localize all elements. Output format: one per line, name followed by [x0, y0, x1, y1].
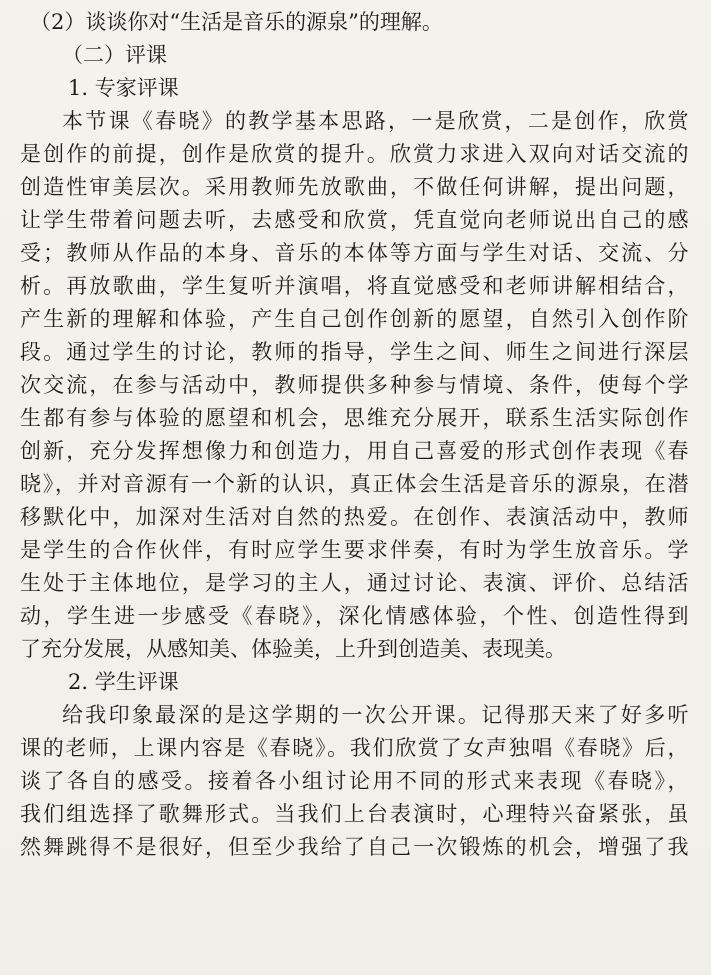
paragraph-student-review — [16, 699, 689, 864]
text-line: 我们组选择了歌舞形式。当我们上台表演时，心理特兴奋紧张，虽 — [20, 802, 689, 826]
text-line: 本节课《春晓》的教学基本思路，一是欣赏，二是创作，欣赏 — [62, 109, 689, 133]
text-line: 移默化中，加深对生活对自然的热爱。在创作、表演活动中，教师 — [20, 505, 689, 529]
text-line: 然舞跳得不是很好，但至少我给了自己一次锻炼的机会，增强了我 — [20, 835, 689, 859]
text-line: 创造性审美层次。采用教师先放歌曲，不做任何讲解，提出问题， — [20, 175, 689, 199]
subsection-title-expert-review: 1. 专家评课 — [68, 76, 179, 100]
text-line: 谈了各自的感受。接着各小组讨论用不同的形式来表现《春晓》， — [20, 769, 689, 793]
question-line: （2）谈谈你对“生活是音乐的源泉”的理解。 — [30, 10, 443, 34]
text-line: 生都有参与体验的愿望和机会，思维充分展开，联系生活实际创作 — [20, 406, 689, 430]
subsection-title-student-review: 2. 学生评课 — [68, 670, 179, 694]
text-line: 是学生的合作伙伴，有时应学生要求伴奏，有时为学生放音乐。学 — [20, 538, 689, 562]
text-line: 产生新的理解和体验，产生自己创作创新的愿望，自然引入创作阶 — [20, 307, 689, 331]
text-line: 了充分发展，从感知美、体验美，上升到创造美、表现美。 — [20, 637, 566, 661]
text-line: 受；教师从作品的本身、音乐的本体等方面与学生对话、交流、分 — [20, 241, 689, 265]
text-line: 次交流，在参与活动中，教师提供多种参与情境、条件，使每个学 — [20, 373, 689, 397]
text-line: 创新，充分发挥想像力和创造力，用自己喜爱的形式创作表现《春 — [20, 439, 689, 463]
section-title: （二）评课 — [62, 43, 167, 67]
text-line: 晓》，并对音源有一个新的认识，真正体会生活是音乐的源泉，在潜 — [20, 472, 689, 496]
text-line: 段。通过学生的讨论，教师的指导，学生之间、师生之间进行深层 — [20, 340, 689, 364]
text-line: 让学生带着问题去听，去感受和欣赏，凭直觉向老师说出自己的感 — [20, 208, 689, 232]
text-line: 课的老师，上课内容是《春晓》。我们欣赏了女声独唱《春晓》后， — [20, 736, 689, 760]
paragraph-expert-review — [16, 105, 689, 666]
text-line: 析。再放歌曲，学生复听并演唱，将直觉感受和老师讲解相结合， — [20, 274, 689, 298]
text-line: 是创作的前提，创作是欣赏的提升。欣赏力求进入双向对话交流的 — [20, 142, 689, 166]
text-line: 动，学生进一步感受《春晓》，深化情感体验，个性、创造性得到 — [20, 604, 689, 628]
text-line: 生处于主体地位，是学习的主人，通过讨论、表演、评价、总结活 — [20, 571, 689, 595]
text-line: 给我印象最深的是这学期的一次公开课。记得那天来了好多听 — [62, 703, 689, 727]
